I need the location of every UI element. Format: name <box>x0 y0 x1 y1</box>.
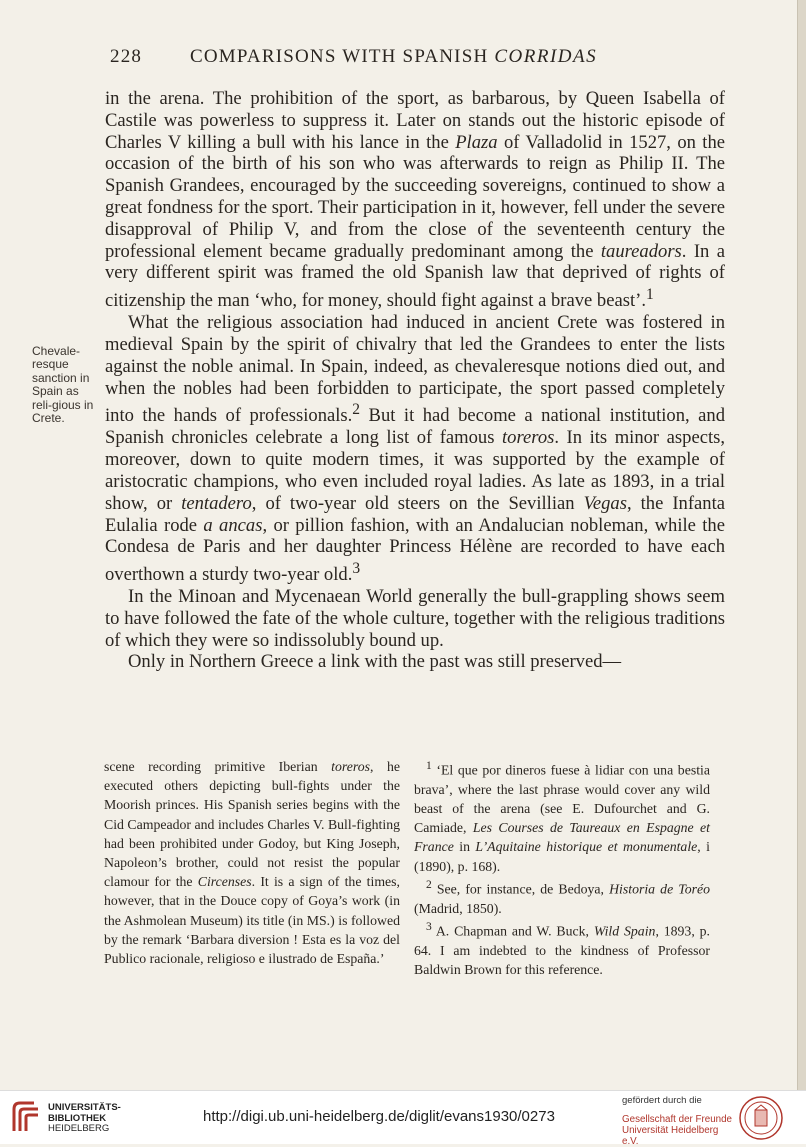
paragraph-3: In the Minoan and Mycenaean World generally the bull-grappling shows seem to have followed the fate of the whole culture, together with the religious traditions of which they were so indissolubly bound up. <box>105 586 725 651</box>
footnote-continuation: scene recording primitive Iberian toreros, he executed others depicting bull-fights under the Moorish princes. His Spanish series begins with the Cid Campeador and includes Charles V. Bull-fighting had been prohibited under Godoy, but King Joseph, Napoleon’s brother, could not resist the popular clamour for the Circenses. It is a sign of the times, however, that in the Douce copy of Goya’s work (in the Ashmolean Museum) its title (in MS.) is followed by the remark ‘Barbara diversion ! Esta es la voz del Publico racionale, religioso e ilustrado de España.’ <box>104 759 400 967</box>
chapter-title-italic: CORRIDAS <box>494 46 598 67</box>
page-number: 228 <box>110 46 143 67</box>
footnote-1: $^1$ ‘El que por dineros fuese à lidiar con una bestia brava’, where the last phrase would cover any wild beast of the arena (see E. Dufourchet and G. Camiade, Les Courses de Taureaux en Espagne et France in L’Aquitaine historique et monumentale, i (1890), p. 168). <box>414 760 710 874</box>
paragraph-1: in the arena. The prohibition of the sport, as barbarous, by Queen Isabella of Castile was powerless to suppress it. Later on stands out the historic episode of Charles V killing a bull with his lance in the Plaza of Valladolid in 1527, on the occasion of the birth of his son who was afterwards to reign as Philip II. The Spanish Grandees, encouraged by the succeeding sovereigns, continued to show a great fondness for the sport. Their participation in it, however, fell under the severe disapproval of Philip V, and from the close of the seventeenth century the professional element became gradually predominant among the taureadors. In a very different spirit was framed the old Spanish law that deprived of rights of citizenship the man ‘who, for money, should fight against a brave beast’.$^1$ <box>105 88 726 312</box>
running-head <box>100 46 725 76</box>
footnote-2: $^2$ See, for instance, de Bedoya, Historia de Toréo (Madrid, 1850). <box>414 878 710 916</box>
footnote-ref-2: 2 <box>352 401 361 419</box>
page-edge <box>797 0 806 1143</box>
library-name: UNIVERSITÄTS- BIBLIOTHEK HEIDELBERG <box>48 1102 121 1134</box>
margin-note: Chevale-resque sanction in Spain as reli-gious in Crete. <box>32 344 94 426</box>
footnote-ref-3: 3 <box>352 560 361 578</box>
permalink-url[interactable]: http://digi.ub.uni-heidelberg.de/diglit/evans1930/0273 <box>203 1108 555 1125</box>
footnote-ref-1: 1 <box>645 286 654 304</box>
chapter-title <box>190 46 597 68</box>
body-text <box>105 88 725 673</box>
chapter-title-text: COMPARISONS WITH SPANISH <box>190 46 489 67</box>
footnote-3: $^3$ A. Chapman and W. Buck, Wild Spain, 1893, p. 64. I am indebted to the kindness of Professor Baldwin Brown for this reference. <box>414 920 710 977</box>
library-logo-icon <box>8 1099 44 1135</box>
university-seal-icon <box>738 1095 784 1141</box>
digitization-footer <box>0 1090 806 1147</box>
footnote-column-right <box>414 757 710 979</box>
paragraph-2: What the religious association had induced in ancient Crete was fostered in medieval Spain by the spirit of chivalry that led the Grandees to enter the lists against the noble animal. In Spain, indeed, as chevaleresque notions died out, and when the nobles had been forbidden to participate, the sport passed completely into the hands of professionals.$^2$ But it had become a national institution, and Spanish chronicles celebrate a long list of famous toreros. In its minor aspects, moreover, down to quite modern times, it was supported by the example of aristocratic champions, who even included royal ladies. As late as 1893, in a trial show, or tentadero, of two-year old steers on the Sevillian Vegas, the Infanta Eulalia rode a ancas, or pillion fashion, with an Andalucian nobleman, while the Condesa de Paris and her daughter Princess Hélène are recorded to have each overthown a sturdy two-year old.$^3$ <box>105 312 725 586</box>
sponsor-credit: gefördert durch die Gesellschaft der Freunde Universität Heidelberg e.V. <box>622 1095 732 1147</box>
paragraph-4: Only in Northern Greece a link with the past was still preserved— <box>128 651 622 673</box>
